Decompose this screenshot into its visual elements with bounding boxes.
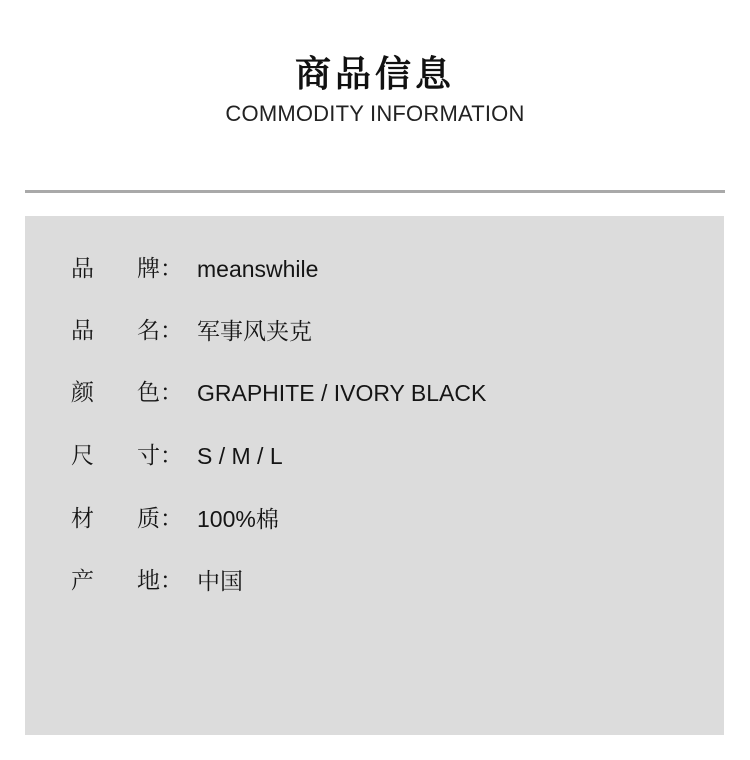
row-label-second-char: 地：: [137, 568, 183, 594]
info-row-brand: [25, 254, 724, 284]
info-row-product-name: [25, 316, 724, 346]
row-value: meanswhile: [197, 256, 319, 282]
info-row-color: [25, 378, 724, 408]
row-value: GRAPHITE / IVORY BLACK: [197, 380, 487, 406]
info-row-material: [25, 504, 724, 534]
info-row-size: [25, 441, 724, 471]
row-label-second-char: 质：: [137, 506, 183, 532]
row-value: 中国: [197, 568, 243, 594]
row-label-first-char: 颜: [71, 380, 94, 406]
row-label-first-char: 品: [71, 318, 94, 344]
row-label-second-char: 寸：: [137, 443, 183, 469]
row-value: 军事风夹克: [197, 318, 312, 344]
header-divider: [25, 190, 725, 193]
row-label-second-char: 名：: [137, 318, 183, 344]
row-value: 100%棉: [197, 506, 279, 532]
commodity-info-header: [0, 52, 750, 128]
row-label-second-char: 色：: [137, 380, 183, 406]
row-label-first-char: 材: [71, 506, 94, 532]
row-value: S / M / L: [197, 443, 283, 469]
section-subtitle: COMMODITY INFORMATION: [225, 101, 525, 126]
row-label-first-char: 产: [71, 568, 94, 594]
commodity-info-panel: [25, 216, 724, 735]
info-row-origin: [25, 566, 724, 596]
section-title: 商品信息: [294, 54, 455, 95]
row-label-first-char: 品: [71, 256, 94, 282]
row-label-first-char: 尺: [71, 443, 94, 469]
row-label-second-char: 牌：: [137, 256, 183, 282]
